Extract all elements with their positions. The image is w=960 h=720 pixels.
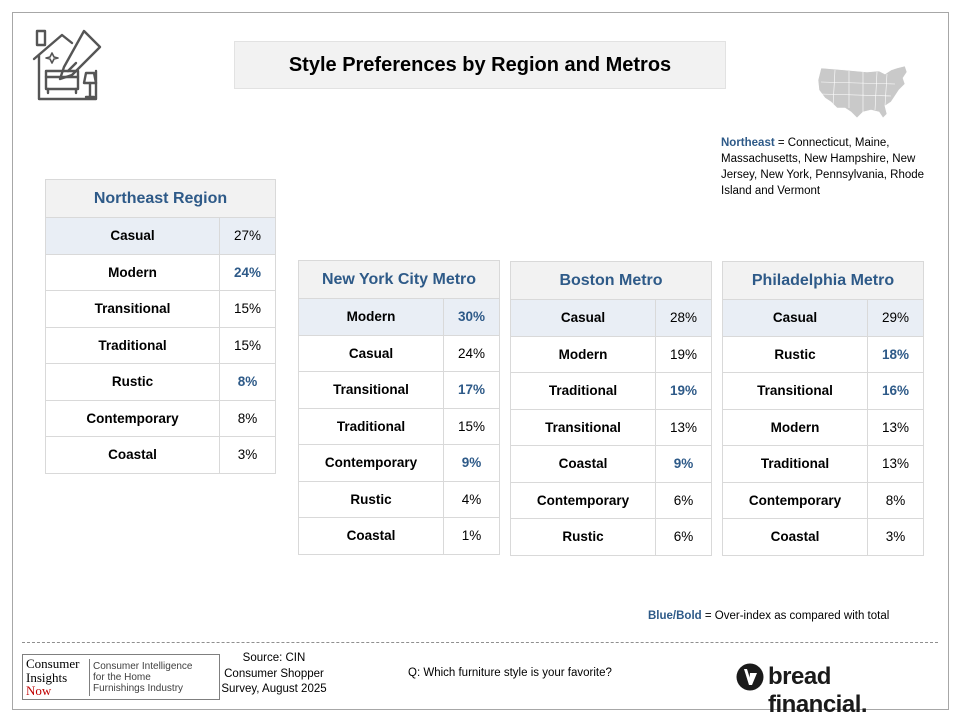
cin-logo-separator: [89, 659, 90, 696]
survey-question: Q: Which furniture style is your favorite?: [408, 667, 612, 679]
source-line: Consumer Shopper: [224, 667, 324, 680]
table-row: [46, 437, 276, 474]
footer-divider: [22, 642, 938, 643]
source-note: [214, 651, 334, 698]
style-label: Coastal: [511, 446, 656, 483]
bread-financial-logo-icon: [736, 663, 764, 691]
style-label: Modern: [723, 409, 868, 446]
northeast-region-table: [45, 179, 276, 474]
style-label: Contemporary: [46, 400, 220, 437]
style-value: 6%: [656, 482, 712, 519]
table-row: [299, 335, 500, 372]
table-row: [511, 300, 712, 337]
northeast-term: Northeast: [721, 137, 775, 149]
style-label: Contemporary: [723, 482, 868, 519]
style-label: Modern: [511, 336, 656, 373]
style-value: 24%: [220, 254, 276, 291]
style-value: 16%: [868, 373, 924, 410]
style-label: Casual: [511, 300, 656, 337]
style-label: Modern: [299, 299, 444, 336]
style-label: Coastal: [46, 437, 220, 474]
table-row: [723, 409, 924, 446]
legend-note: [648, 610, 889, 622]
bread-financial-wordmark: bread financial.: [768, 663, 868, 718]
style-label: Traditional: [46, 327, 220, 364]
table-row: [46, 291, 276, 328]
table-title: Northeast Region: [46, 180, 276, 218]
page-title: Style Preferences by Region and Metros: [288, 53, 672, 76]
philadelphia-metro-table: [722, 261, 924, 556]
table-row: [46, 364, 276, 401]
style-label: Transitional: [511, 409, 656, 446]
style-label: Traditional: [299, 408, 444, 445]
cin-logo-line: Now: [26, 683, 52, 698]
table-row: [46, 254, 276, 291]
style-value: 17%: [444, 372, 500, 409]
table-title: Philadelphia Metro: [723, 262, 924, 300]
style-value: 27%: [220, 218, 276, 255]
style-value: 8%: [220, 364, 276, 401]
style-value: 4%: [444, 481, 500, 518]
cin-tagline-line: for the Home: [93, 672, 151, 683]
style-value: 29%: [868, 300, 924, 337]
table-row: [511, 373, 712, 410]
style-label: Rustic: [511, 519, 656, 556]
table-row: [511, 519, 712, 556]
title-box: [234, 41, 726, 89]
table-row: [46, 400, 276, 437]
style-label: Contemporary: [299, 445, 444, 482]
table-row: [299, 408, 500, 445]
table-row: [723, 519, 924, 556]
style-value: 8%: [220, 400, 276, 437]
style-value: 3%: [868, 519, 924, 556]
style-value: 1%: [444, 518, 500, 555]
style-label: Transitional: [299, 372, 444, 409]
style-value: 13%: [868, 409, 924, 446]
table-title: New York City Metro: [299, 261, 500, 299]
style-value: 3%: [220, 437, 276, 474]
style-label: Rustic: [299, 481, 444, 518]
cin-logo-wordmark: [26, 657, 79, 698]
style-value: 24%: [444, 335, 500, 372]
style-value: 9%: [656, 446, 712, 483]
style-value: 30%: [444, 299, 500, 336]
style-label: Casual: [299, 335, 444, 372]
style-label: Modern: [46, 254, 220, 291]
style-label: Rustic: [723, 336, 868, 373]
style-value: 28%: [656, 300, 712, 337]
boston-metro-table: [510, 261, 712, 556]
style-value: 8%: [868, 482, 924, 519]
style-label: Traditional: [723, 446, 868, 483]
house-decor-icon: [32, 27, 104, 103]
style-value: 15%: [444, 408, 500, 445]
northeast-definition: [721, 135, 933, 199]
source-line: Source: CIN: [242, 652, 306, 664]
table-row: [46, 218, 276, 255]
style-value: 13%: [656, 409, 712, 446]
table-row: [723, 373, 924, 410]
style-value: 9%: [444, 445, 500, 482]
table-row: [299, 518, 500, 555]
legend-text: = Over-index as compared with total: [701, 610, 890, 622]
table-row: [299, 445, 500, 482]
style-label: Transitional: [723, 373, 868, 410]
table-row: [511, 482, 712, 519]
table-row: [723, 482, 924, 519]
nyc-metro-table: [298, 260, 500, 555]
style-value: 6%: [656, 519, 712, 556]
table-row: [511, 409, 712, 446]
table-title: Boston Metro: [511, 262, 712, 300]
cin-tagline-line: Consumer Intelligence: [93, 661, 193, 672]
usa-map-icon: [815, 62, 911, 120]
style-value: 13%: [868, 446, 924, 483]
style-label: Transitional: [46, 291, 220, 328]
style-label: Coastal: [723, 519, 868, 556]
table-row: [723, 336, 924, 373]
cin-logo: [22, 654, 220, 700]
style-label: Casual: [46, 218, 220, 255]
cin-logo-line: Insights: [26, 669, 68, 685]
northeast-states-text: = Connecticut, Maine, Massachusetts, New Hampshire, New Jersey, New York, Pennsylvania, Rhode Island and Vermont: [721, 137, 925, 197]
table-row: [299, 372, 500, 409]
bread-financial-logo: [736, 662, 922, 718]
style-value: 19%: [656, 336, 712, 373]
table-row: [511, 336, 712, 373]
table-row: [299, 481, 500, 518]
style-label: Contemporary: [511, 482, 656, 519]
table-row: [723, 300, 924, 337]
table-row: [723, 446, 924, 483]
table-row: [46, 327, 276, 364]
table-row: [511, 446, 712, 483]
style-value: 19%: [656, 373, 712, 410]
table-row: [299, 299, 500, 336]
style-label: Casual: [723, 300, 868, 337]
style-value: 15%: [220, 327, 276, 364]
cin-logo-tagline: [93, 661, 193, 694]
style-label: Rustic: [46, 364, 220, 401]
cin-tagline-line: Furnishings Industry: [93, 683, 184, 694]
style-value: 15%: [220, 291, 276, 328]
style-value: 18%: [868, 336, 924, 373]
style-label: Coastal: [299, 518, 444, 555]
cin-logo-line: Consumer: [26, 656, 80, 671]
source-line: Survey, August 2025: [221, 683, 327, 695]
legend-term: Blue/Bold: [648, 610, 702, 622]
style-label: Traditional: [511, 373, 656, 410]
